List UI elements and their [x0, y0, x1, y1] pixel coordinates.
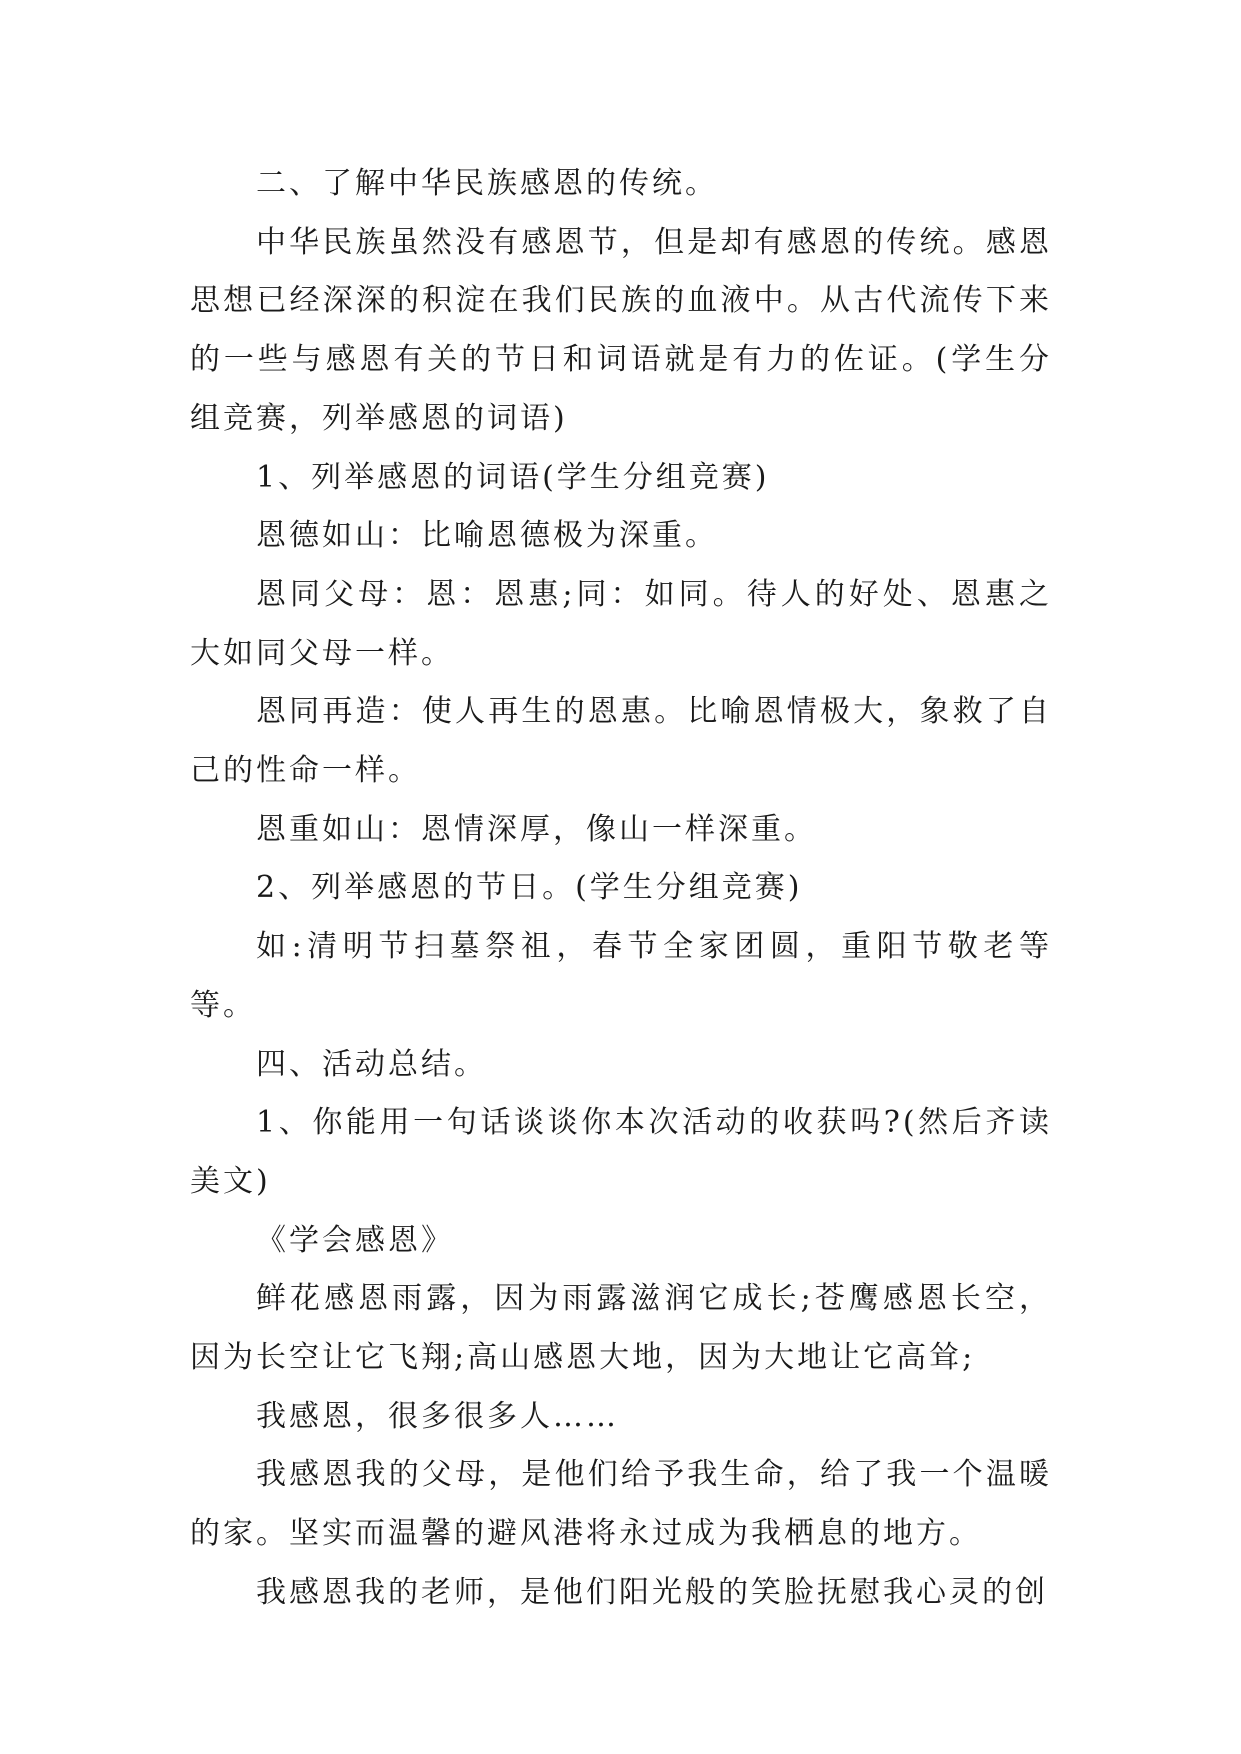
idiom-en-tong-zai-zao: 恩同再造：使人再生的恩惠。比喻恩情极大，象救了自己的性命一样。 — [190, 694, 1052, 789]
poem-title: 《学会感恩》 — [256, 1222, 454, 1258]
idiom-en-de-ru-shan: 恩德如山：比喻恩德极为深重。 — [256, 518, 718, 554]
idiom-en-zhong-ru-shan: 恩重如山：恩情深厚，像山一样深重。 — [256, 811, 817, 847]
document-body — [190, 155, 1052, 1623]
list-heading-gratitude-words: 1、列举感恩的词语(学生分组竞赛) — [256, 459, 770, 495]
festival-examples: 如:清明节扫墓祭祖，春节全家团圆，重阳节敬老等等。 — [190, 929, 1052, 1023]
poem-stanza-parents: 我感恩我的父母，是他们给予我生命，给了我一个温暖的家。坚实而温馨的避风港将永过成为我栖息的地方。 — [190, 1457, 1052, 1552]
section-heading-understand-tradition: 二、了解中华民族感恩的传统。 — [256, 166, 718, 201]
poem-stanza-teachers: 我感恩我的老师，是他们阳光般的笑脸抚慰我心灵的创 — [256, 1574, 1048, 1610]
poem-line-many-people: 我感恩，很多很多人…… — [256, 1398, 619, 1434]
list-heading-gratitude-festivals: 2、列举感恩的节日。(学生分组竞赛) — [256, 870, 803, 906]
paragraph-tradition-intro: 中华民族虽然没有感恩节，但是却有感恩的传统。感恩思想已经深深的积淀在我们民族的血液中。从古代流传下来的一些与感恩有关的节日和词语就是有力的佐证。(学生分组竞赛，列举感恩的词语) — [190, 224, 1052, 436]
idiom-en-tong-fu-mu: 恩同父母：恩：恩惠;同：如同。待人的好处、恩惠之大如同父母一样。 — [190, 576, 1052, 671]
section-heading-activity-summary: 四、活动总结。 — [256, 1046, 487, 1082]
summary-question: 1、你能用一句话谈谈你本次活动的收获吗?(然后齐读美文) — [190, 1105, 1052, 1199]
poem-stanza-nature: 鲜花感恩雨露，因为雨露滋润它成长;苍鹰感恩长空，因为长空让它飞翔;高山感恩大地，因为大地让它高耸; — [190, 1281, 1052, 1376]
